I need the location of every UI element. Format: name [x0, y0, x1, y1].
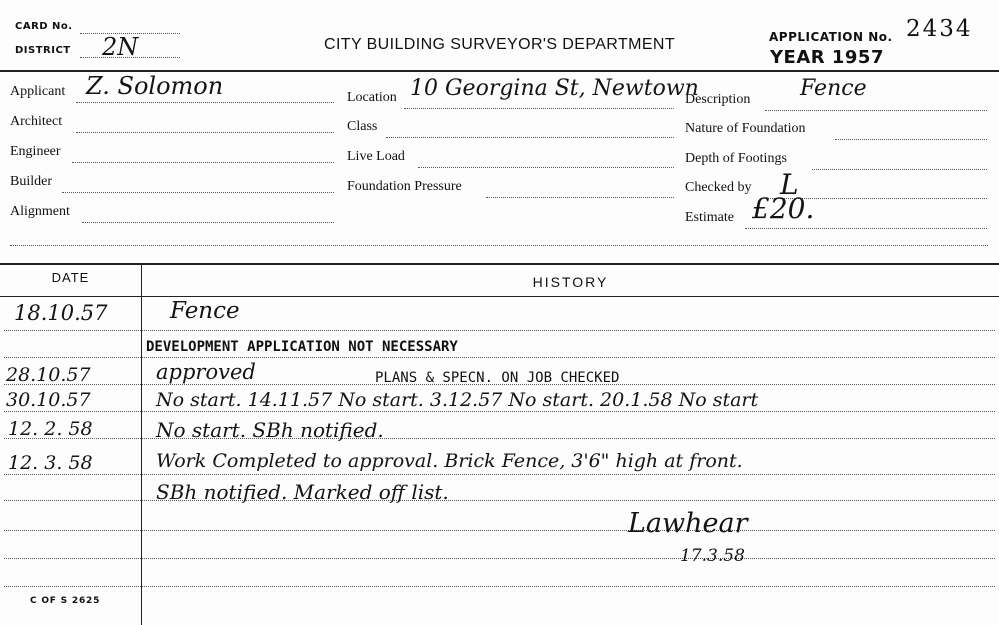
- location-value: 10 Georgina St, Newtown: [410, 76, 699, 101]
- department-title: CITY BUILDING SURVEYOR'S DEPARTMENT: [324, 36, 676, 53]
- history-entry: No start. 14.11.57 No start. 3.12.57 No start. 20.1.58 No start: [156, 389, 759, 411]
- class-label: Class: [347, 119, 378, 134]
- history-entry: No start. SBh notified.: [156, 418, 384, 442]
- ruled-line: [4, 357, 995, 358]
- ruled-line: [4, 411, 995, 412]
- history-date: 28.10.57: [6, 364, 91, 386]
- builder-line: [62, 192, 334, 193]
- history-top-rule: [0, 263, 999, 265]
- history-entry: Fence: [170, 298, 240, 324]
- signature: Lawhear: [628, 508, 748, 539]
- applicant-line: [76, 102, 334, 103]
- date-column-divider: [141, 263, 142, 625]
- description-line: [765, 110, 987, 111]
- foundation-pressure-label: Foundation Pressure: [347, 179, 462, 194]
- foundation-pressure-line: [486, 197, 674, 198]
- engineer-line: [72, 162, 334, 163]
- history-entry: Work Completed to approval. Brick Fence, 3'6" high at front.: [156, 450, 743, 472]
- date-column-header: DATE: [51, 270, 90, 285]
- history-date: 12. 2. 58: [8, 418, 93, 440]
- ruled-line: [4, 530, 995, 531]
- card-no-label: CARD No.: [15, 21, 73, 32]
- builder-label: Builder: [10, 174, 52, 189]
- history-stamp: PLANS & SPECN. ON JOB CHECKED: [375, 370, 620, 386]
- applicant-value: Z. Solomon: [86, 72, 224, 100]
- architect-line: [76, 132, 334, 133]
- checked-by-value: L: [780, 168, 799, 201]
- ruled-line: [4, 500, 995, 501]
- location-line: [404, 108, 674, 109]
- estimate-value: £20.: [752, 192, 815, 225]
- application-number: 2434: [906, 16, 973, 42]
- estimate-line: [745, 228, 987, 229]
- alignment-label: Alignment: [10, 204, 70, 219]
- history-column-header: HISTORY: [532, 274, 609, 290]
- history-stamp: DEVELOPMENT APPLICATION NOT NECESSARY: [146, 339, 458, 355]
- location-label: Location: [347, 90, 397, 105]
- ruled-line: [4, 586, 995, 587]
- checked-by-label: Checked by: [685, 180, 752, 195]
- depth-of-footings-label: Depth of Footings: [685, 151, 787, 166]
- live-load-label: Live Load: [347, 149, 405, 164]
- live-load-line: [418, 167, 674, 168]
- district-value: 2N: [102, 33, 139, 61]
- class-line: [386, 137, 674, 138]
- year-label: YEAR 1957: [770, 47, 884, 68]
- ruled-line: [4, 474, 995, 475]
- engineer-label: Engineer: [10, 144, 61, 159]
- signature-date: 17.3.58: [680, 546, 745, 566]
- applicant-label: Applicant: [10, 84, 66, 99]
- architect-label: Architect: [10, 114, 63, 129]
- history-date: 12. 3. 58: [8, 452, 93, 474]
- nature-of-foundation-line: [835, 139, 987, 140]
- history-date: 18.10.57: [14, 301, 108, 325]
- ruled-line: [4, 330, 995, 331]
- district-label: DISTRICT: [15, 45, 71, 56]
- blank-line: [10, 245, 988, 246]
- history-date: 30.10.57: [6, 389, 91, 411]
- history-entry: SBh notified. Marked off list.: [156, 480, 449, 504]
- ruled-line: [4, 438, 995, 439]
- estimate-label: Estimate: [685, 210, 734, 225]
- history-entry: approved: [156, 360, 256, 384]
- form-code: C OF S 2625: [30, 596, 101, 606]
- alignment-line: [82, 222, 334, 223]
- ruled-line: [4, 558, 995, 559]
- depth-of-footings-line: [812, 169, 987, 170]
- application-label: APPLICATION No.: [769, 30, 893, 44]
- description-label: Description: [685, 92, 751, 107]
- description-value: Fence: [800, 76, 867, 101]
- nature-of-foundation-label: Nature of Foundation: [685, 121, 806, 136]
- history-header-rule: [0, 296, 999, 297]
